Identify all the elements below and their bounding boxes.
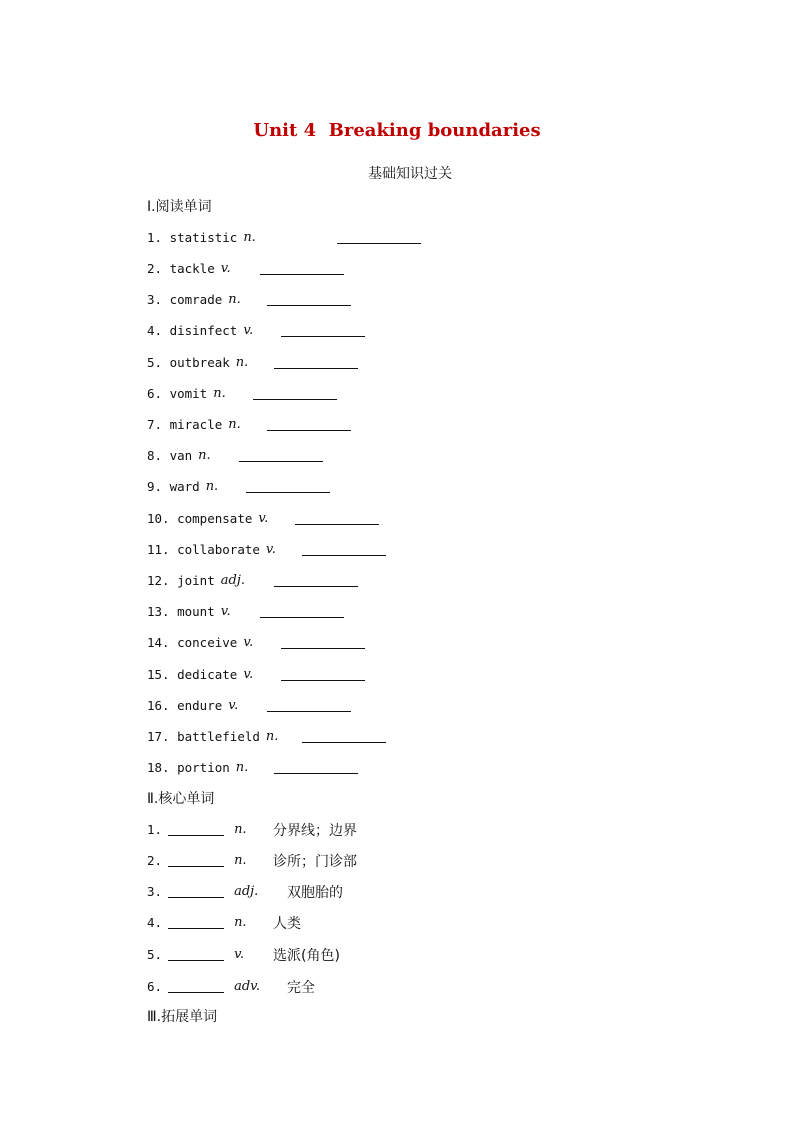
chinese-meaning: 分界线；边界 bbox=[273, 823, 357, 839]
vocab-word: disinfect bbox=[169, 322, 238, 338]
part-of-speech: v. bbox=[228, 697, 239, 713]
item-number: 17. bbox=[147, 728, 178, 744]
vocab-word: van bbox=[169, 447, 193, 463]
part-of-speech: n. bbox=[265, 728, 279, 744]
item-number: 12. bbox=[147, 572, 178, 588]
reading-word-row bbox=[147, 227, 447, 247]
vocab-word: joint bbox=[177, 572, 215, 588]
core-word-row bbox=[147, 819, 447, 839]
reading-word-row bbox=[147, 414, 447, 434]
part-of-speech: v. bbox=[243, 322, 254, 338]
section-heading-reading: Ⅰ.阅读单词 bbox=[147, 199, 212, 215]
part-of-speech: n. bbox=[235, 354, 249, 370]
answer-blank[interactable] bbox=[168, 885, 224, 898]
item-number: 3. bbox=[147, 883, 163, 899]
part-of-speech: v. bbox=[220, 603, 231, 619]
answer-blank[interactable] bbox=[281, 668, 365, 681]
answer-blank[interactable] bbox=[281, 636, 365, 649]
part-of-speech: v. bbox=[220, 260, 231, 276]
item-number: 2. bbox=[147, 260, 170, 276]
vocab-word: portion bbox=[177, 759, 230, 775]
answer-blank[interactable] bbox=[302, 543, 386, 556]
part-of-speech: n. bbox=[234, 821, 247, 837]
part-of-speech: adj. bbox=[220, 572, 245, 588]
reading-word-row bbox=[147, 289, 447, 309]
reading-word-row bbox=[147, 258, 447, 278]
item-number: 10. bbox=[147, 510, 178, 526]
answer-blank[interactable] bbox=[267, 699, 351, 712]
vocab-word: ward bbox=[169, 478, 200, 494]
reading-word-row bbox=[147, 601, 447, 621]
vocab-word: miracle bbox=[169, 416, 223, 432]
vocab-word: vomit bbox=[169, 385, 208, 401]
answer-blank[interactable] bbox=[337, 231, 421, 244]
item-number: 8. bbox=[147, 447, 170, 463]
core-word-row bbox=[147, 976, 447, 996]
reading-word-row bbox=[147, 664, 447, 684]
item-number: 2. bbox=[147, 852, 163, 868]
core-word-row bbox=[147, 912, 447, 932]
reading-word-row bbox=[147, 476, 447, 496]
answer-blank[interactable] bbox=[267, 418, 351, 431]
page-title: Unit 4 Breaking boundaries bbox=[253, 120, 541, 141]
item-number: 5. bbox=[147, 354, 170, 370]
answer-blank[interactable] bbox=[295, 512, 379, 525]
core-word-row bbox=[147, 881, 447, 901]
answer-blank[interactable] bbox=[168, 980, 224, 993]
item-number: 7. bbox=[147, 416, 170, 432]
page-subtitle: 基础知识过关 bbox=[368, 166, 452, 182]
reading-word-row bbox=[147, 445, 447, 465]
vocab-word: comrade bbox=[169, 291, 223, 307]
chinese-meaning: 双胞胎的 bbox=[287, 885, 343, 901]
answer-blank[interactable] bbox=[246, 480, 330, 493]
item-number: 15. bbox=[147, 666, 178, 682]
vocab-word: conceive bbox=[177, 634, 238, 650]
answer-blank[interactable] bbox=[168, 948, 224, 961]
reading-word-row bbox=[147, 757, 447, 777]
vocab-word: outbreak bbox=[169, 354, 230, 370]
part-of-speech: v. bbox=[243, 666, 254, 682]
part-of-speech: v. bbox=[265, 541, 276, 557]
reading-word-row bbox=[147, 539, 447, 559]
chinese-meaning: 诊所；门诊部 bbox=[273, 854, 357, 870]
answer-blank[interactable] bbox=[239, 449, 323, 462]
core-word-row bbox=[147, 944, 447, 964]
answer-blank[interactable] bbox=[260, 605, 344, 618]
part-of-speech: n. bbox=[228, 291, 241, 307]
item-number: 5. bbox=[147, 946, 163, 962]
vocab-word: endure bbox=[177, 697, 223, 713]
item-number: 1. bbox=[147, 821, 163, 837]
reading-word-row bbox=[147, 726, 447, 746]
answer-blank[interactable] bbox=[267, 293, 351, 306]
answer-blank[interactable] bbox=[274, 761, 358, 774]
answer-blank[interactable] bbox=[260, 262, 344, 275]
item-number: 4. bbox=[147, 322, 170, 338]
part-of-speech: n. bbox=[243, 229, 256, 245]
reading-word-row bbox=[147, 632, 447, 652]
section-heading-extension: Ⅲ.拓展单词 bbox=[147, 1009, 218, 1025]
part-of-speech: n. bbox=[234, 852, 247, 868]
part-of-speech: adj. bbox=[234, 883, 259, 899]
section-heading-core: Ⅱ.核心单词 bbox=[147, 791, 215, 807]
chinese-meaning: 选派(角色) bbox=[273, 948, 340, 964]
vocab-word: tackle bbox=[169, 260, 215, 276]
item-number: 13. bbox=[147, 603, 178, 619]
item-number: 11. bbox=[147, 541, 178, 557]
answer-blank[interactable] bbox=[168, 916, 224, 929]
answer-blank[interactable] bbox=[274, 574, 358, 587]
answer-blank[interactable] bbox=[302, 730, 386, 743]
core-word-row bbox=[147, 850, 447, 870]
item-number: 6. bbox=[147, 385, 170, 401]
vocab-word: dedicate bbox=[177, 666, 238, 682]
reading-word-row bbox=[147, 383, 447, 403]
vocab-word: compensate bbox=[177, 510, 253, 526]
part-of-speech: v. bbox=[234, 946, 244, 962]
reading-word-row bbox=[147, 695, 447, 715]
answer-blank[interactable] bbox=[253, 387, 337, 400]
answer-blank[interactable] bbox=[168, 823, 224, 836]
part-of-speech: n. bbox=[228, 416, 241, 432]
reading-word-row bbox=[147, 352, 447, 372]
vocab-word: statistic bbox=[169, 229, 238, 245]
part-of-speech: n. bbox=[213, 385, 226, 401]
vocab-word: collaborate bbox=[177, 541, 260, 557]
item-number: 3. bbox=[147, 291, 170, 307]
part-of-speech: v. bbox=[258, 510, 269, 526]
answer-blank[interactable] bbox=[274, 356, 358, 369]
part-of-speech: adv. bbox=[234, 978, 261, 994]
reading-word-row bbox=[147, 570, 447, 590]
chinese-meaning: 人类 bbox=[273, 916, 301, 932]
item-number: 14. bbox=[147, 634, 178, 650]
chinese-meaning: 完全 bbox=[287, 980, 315, 996]
reading-word-row bbox=[147, 508, 447, 528]
vocab-word: battlefield bbox=[177, 728, 260, 744]
part-of-speech: v. bbox=[243, 634, 254, 650]
part-of-speech: n. bbox=[205, 478, 219, 494]
item-number: 16. bbox=[147, 697, 178, 713]
item-number: 1. bbox=[147, 229, 170, 245]
part-of-speech: n. bbox=[198, 447, 211, 463]
item-number: 18. bbox=[147, 759, 178, 775]
answer-blank[interactable] bbox=[168, 854, 224, 867]
vocab-word: mount bbox=[177, 603, 215, 619]
answer-blank[interactable] bbox=[281, 324, 365, 337]
part-of-speech: n. bbox=[234, 914, 247, 930]
reading-word-row bbox=[147, 320, 447, 340]
item-number: 9. bbox=[147, 478, 170, 494]
item-number: 6. bbox=[147, 978, 163, 994]
item-number: 4. bbox=[147, 914, 163, 930]
part-of-speech: n. bbox=[235, 759, 249, 775]
